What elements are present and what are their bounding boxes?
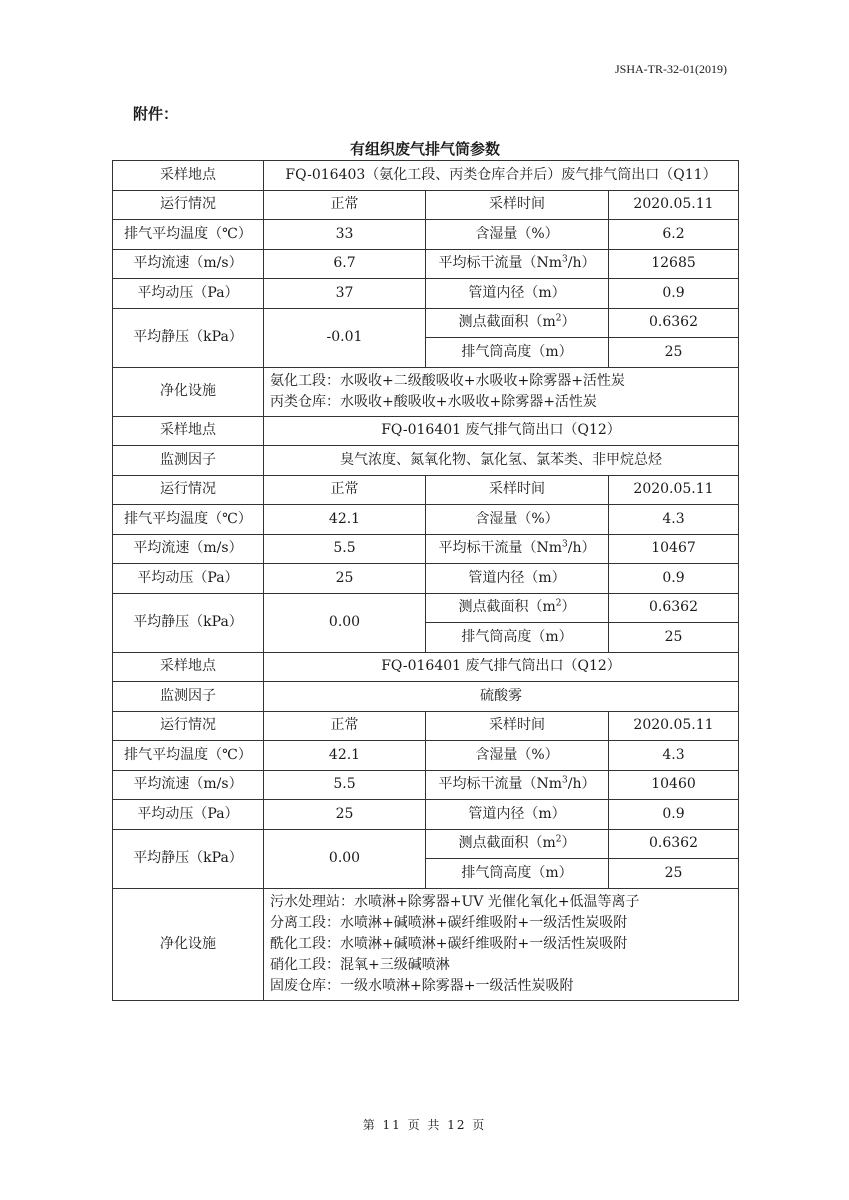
q11-temp: 33 (264, 220, 426, 250)
table-row (113, 367, 739, 416)
q11-area: 0.6362 (609, 308, 739, 338)
label-avg-velocity: 平均流速（m/s） (113, 249, 264, 279)
label-stack-height: 排气筒高度（m） (426, 859, 609, 889)
q12a-flow: 10467 (609, 534, 739, 564)
label-avg-dyn-pressure: 平均动压（Pa） (113, 279, 264, 309)
table-row (113, 711, 739, 741)
label-operation: 运行情况 (113, 190, 264, 220)
q11-time: 2020.05.11 (609, 190, 739, 220)
q12b-factors: 硫酸雾 (264, 682, 739, 712)
purification-line: 丙类仓库：水吸收+酸吸收+水吸收+除雾器+活性炭 (270, 393, 597, 410)
q12b-site: FQ-016401 废气排气筒出口（Q12） (264, 652, 739, 682)
table-row (113, 308, 739, 338)
table-row (113, 161, 739, 191)
purification-line: 分离工段：水喷淋+碱喷淋+碳纤维吸附+一级活性炭吸附 (270, 914, 628, 931)
label-duct-diameter: 管道内径（m） (426, 279, 609, 309)
table-row (113, 446, 739, 476)
q12b-velocity: 5.5 (264, 770, 426, 800)
q12a-area: 0.6362 (609, 593, 739, 623)
label-avg-static-pressure: 平均静压（kPa） (113, 308, 264, 367)
table-row (113, 652, 739, 682)
q11-height: 25 (609, 338, 739, 368)
table-row (113, 279, 739, 309)
table-row (113, 475, 739, 505)
label-avg-dyn-pressure: 平均动压（Pa） (113, 800, 264, 830)
purification-line: 固废仓库：一级水喷淋+除雾器+一级活性炭吸附 (270, 977, 574, 994)
label-std-dry-flow: 平均标干流量（Nm$^3$/h） (426, 770, 609, 800)
label-operation: 运行情况 (113, 475, 264, 505)
q12b-height: 25 (609, 859, 739, 889)
q12b-operation: 正常 (264, 711, 426, 741)
label-operation: 运行情况 (113, 711, 264, 741)
table-row (113, 593, 739, 623)
label-avg-velocity: 平均流速（m/s） (113, 770, 264, 800)
q12a-site: FQ-016401 废气排气筒出口（Q12） (264, 416, 739, 446)
label-avg-temp: 排气平均温度（℃） (113, 220, 264, 250)
purification-line: 硝化工段：混氧+三级碱喷淋 (270, 956, 450, 973)
label-avg-temp: 排气平均温度（℃） (113, 505, 264, 535)
label-duct-diameter: 管道内径（m） (426, 564, 609, 594)
q11-humidity: 6.2 (609, 220, 739, 250)
label-humidity: 含湿量（%） (426, 220, 609, 250)
q11-operation: 正常 (264, 190, 426, 220)
q12a-velocity: 5.5 (264, 534, 426, 564)
table-row (113, 220, 739, 250)
table-row (113, 249, 739, 279)
q11-velocity: 6.7 (264, 249, 426, 279)
label-duct-diameter: 管道内径（m） (426, 800, 609, 830)
q12b-area: 0.6362 (609, 829, 739, 859)
label-sampling-site: 采样地点 (113, 416, 264, 446)
label-monitoring-factors: 监测因子 (113, 446, 264, 476)
label-section-area: 测点截面积$(m^2)$ (426, 829, 609, 859)
label-avg-static-pressure: 平均静压（kPa） (113, 593, 264, 652)
label-section-area: 测点截面积$(m^2)$ (426, 308, 609, 338)
stack-parameters-table (112, 160, 739, 1001)
label-avg-velocity: 平均流速（m/s） (113, 534, 264, 564)
q12b-humidity: 4.3 (609, 741, 739, 771)
label-sampling-time: 采样时间 (426, 711, 609, 741)
label-std-dry-flow: 平均标干流量（Nm$^3$/h） (426, 534, 609, 564)
label-purification: 净化设施 (113, 367, 264, 416)
attachment-label: 附件： (133, 105, 179, 123)
q12b-dyn-pressure: 25 (264, 800, 426, 830)
label-section-area: 测点截面积$(m^2)$ (426, 593, 609, 623)
label-sampling-time: 采样时间 (426, 190, 609, 220)
table-row (113, 534, 739, 564)
q12-purification (264, 888, 739, 1000)
label-avg-dyn-pressure: 平均动压（Pa） (113, 564, 264, 594)
label-avg-temp: 排气平均温度（℃） (113, 741, 264, 771)
table-title: 有组织废气排气筒参数 (349, 140, 500, 158)
label-stack-height: 排气筒高度（m） (426, 623, 609, 653)
table-row (113, 564, 739, 594)
q11-dyn-pressure: 37 (264, 279, 426, 309)
table-row (113, 770, 739, 800)
q11-site: FQ-016403（氨化工段、丙类仓库合并后）废气排气筒出口（Q11） (264, 161, 739, 191)
label-humidity: 含湿量（%） (426, 741, 609, 771)
q12a-temp: 42.1 (264, 505, 426, 535)
q12b-diameter: 0.9 (609, 800, 739, 830)
q12a-factors: 臭气浓度、氮氧化物、氯化氢、氯苯类、非甲烷总烃 (264, 446, 739, 476)
table-row (113, 416, 739, 446)
label-sampling-time: 采样时间 (426, 475, 609, 505)
document-code: JSHA-TR-32-01(2019) (615, 62, 727, 76)
q12a-static-pressure: 0.00 (264, 593, 426, 652)
table-row (113, 800, 739, 830)
q11-purification (264, 367, 739, 416)
table-row (113, 888, 739, 1000)
q12b-static-pressure: 0.00 (264, 829, 426, 888)
q12b-time: 2020.05.11 (609, 711, 739, 741)
label-humidity: 含湿量（%） (426, 505, 609, 535)
purification-line: 酰化工段：水喷淋+碱喷淋+碳纤维吸附+一级活性炭吸附 (270, 935, 628, 952)
label-avg-static-pressure: 平均静压（kPa） (113, 829, 264, 888)
label-purification: 净化设施 (113, 888, 264, 1000)
table-row (113, 505, 739, 535)
table-row (113, 741, 739, 771)
purification-line: 氨化工段：水吸收+二级酸吸收+水吸收+除雾器+活性炭 (270, 372, 625, 389)
page-number: 第 11 页 共 12 页 (362, 1118, 487, 1132)
q12a-height: 25 (609, 623, 739, 653)
label-sampling-site: 采样地点 (113, 161, 264, 191)
q12a-diameter: 0.9 (609, 564, 739, 594)
label-sampling-site: 采样地点 (113, 652, 264, 682)
q11-flow: 12685 (609, 249, 739, 279)
table-row (113, 682, 739, 712)
label-stack-height: 排气筒高度（m） (426, 338, 609, 368)
q12b-temp: 42.1 (264, 741, 426, 771)
table-row (113, 190, 739, 220)
purification-line: 污水处理站：水喷淋+除雾器+UV 光催化氧化+低温等离子 (270, 893, 640, 910)
label-std-dry-flow: 平均标干流量（Nm$^3$/h） (426, 249, 609, 279)
q11-static-pressure: -0.01 (264, 308, 426, 367)
q11-diameter: 0.9 (609, 279, 739, 309)
q12a-operation: 正常 (264, 475, 426, 505)
label-monitoring-factors: 监测因子 (113, 682, 264, 712)
q12a-humidity: 4.3 (609, 505, 739, 535)
q12a-time: 2020.05.11 (609, 475, 739, 505)
q12a-dyn-pressure: 25 (264, 564, 426, 594)
q12b-flow: 10460 (609, 770, 739, 800)
table-row (113, 829, 739, 859)
